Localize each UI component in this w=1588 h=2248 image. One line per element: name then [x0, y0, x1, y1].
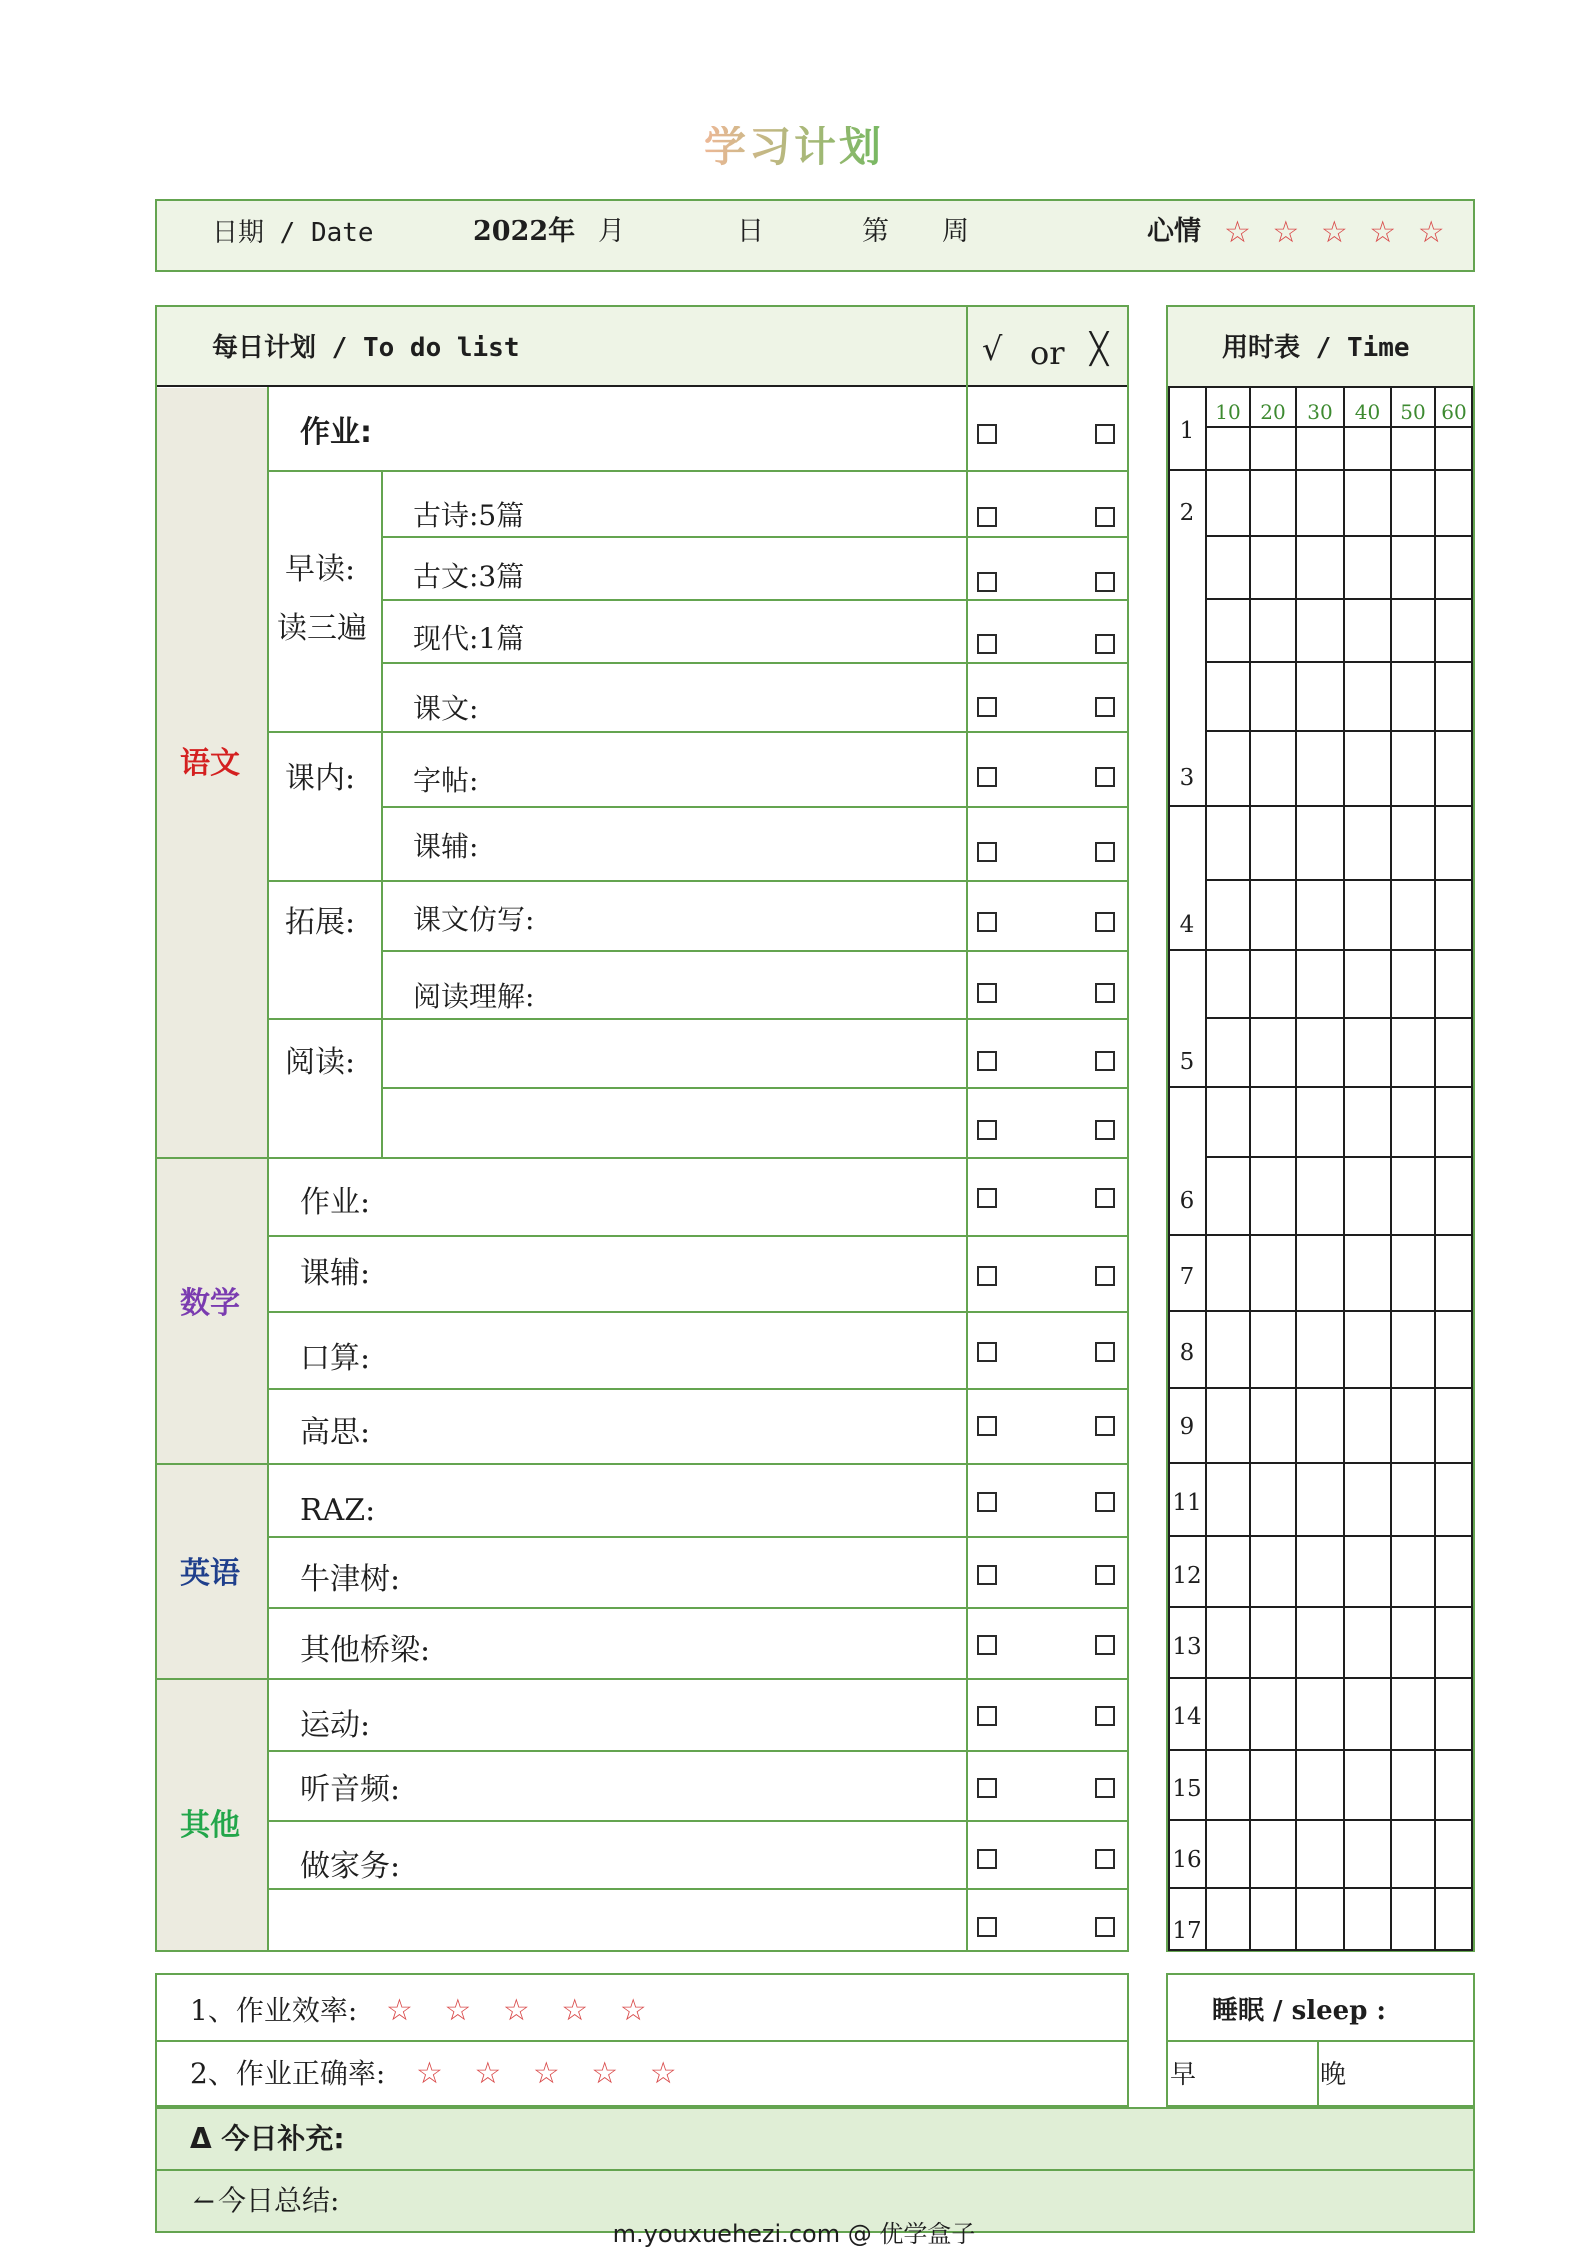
english-item[interactable]: 牛津树:: [300, 1562, 401, 1597]
hour-label: 8: [1179, 1340, 1195, 1366]
hour-label: 15: [1172, 1776, 1202, 1802]
hour-label: 6: [1179, 1188, 1195, 1214]
math-item[interactable]: 课辅:: [300, 1256, 371, 1291]
cross-mark-icon: ╳: [1090, 332, 1109, 367]
other-item[interactable]: 听音频:: [300, 1772, 401, 1807]
morning-item[interactable]: 古文:3篇: [413, 560, 525, 593]
morning-item[interactable]: 古诗:5篇: [413, 499, 525, 532]
hour-label: 9: [1179, 1414, 1195, 1440]
mood-stars[interactable]: ☆ ☆ ☆ ☆ ☆: [1224, 215, 1451, 250]
accuracy-stars[interactable]: ☆ ☆ ☆ ☆ ☆: [416, 2056, 688, 2091]
hour-label: 11: [1172, 1490, 1202, 1516]
morning-read-label: 早读:: [285, 552, 356, 587]
hour-label: 7: [1179, 1264, 1195, 1290]
morning-item[interactable]: 课文:: [413, 692, 479, 725]
subject-other: 其他: [180, 1808, 240, 1843]
day-label[interactable]: 日: [737, 216, 764, 247]
sleep-heading: 睡眠 / sleep :: [1212, 1996, 1387, 2026]
minute-tick-label: 50: [1400, 400, 1426, 424]
morning-item[interactable]: 现代:1篇: [413, 622, 525, 655]
extension-item[interactable]: 课文仿写:: [413, 903, 535, 936]
hour-label: 16: [1172, 1847, 1202, 1873]
summary-label[interactable]: 今日总结:: [218, 2184, 340, 2217]
hour-label: 1: [1179, 418, 1195, 444]
english-item[interactable]: RAZ:: [300, 1493, 376, 1528]
minute-tick-label: 60: [1441, 400, 1467, 424]
minute-tick-label: 20: [1260, 400, 1286, 424]
hour-label: 12: [1172, 1563, 1202, 1589]
mood-label: 心情: [1147, 216, 1201, 247]
in-class-item[interactable]: 课辅:: [413, 830, 479, 863]
supplement-label[interactable]: Δ 今日补充:: [190, 2122, 345, 2155]
in-class-label: 课内:: [285, 761, 356, 796]
footer-watermark: m.youxuehezi.com @ 优学盒子: [612, 2220, 976, 2248]
in-class-item[interactable]: 字帖:: [413, 764, 479, 797]
other-item[interactable]: 做家务:: [300, 1849, 401, 1884]
sleep-morning[interactable]: 早: [1170, 2060, 1197, 2090]
hour-label: 5: [1179, 1049, 1195, 1075]
hour-label: 13: [1172, 1634, 1202, 1660]
check-mark-icon: √: [982, 330, 1003, 368]
extension-item[interactable]: 阅读理解:: [413, 980, 535, 1013]
subject-math: 数学: [180, 1286, 240, 1321]
read-three-label: 读三遍: [277, 611, 367, 646]
time-heading: 用时表 / Time: [1222, 333, 1410, 363]
reading-label: 阅读:: [285, 1045, 356, 1080]
math-item[interactable]: 高思:: [300, 1415, 371, 1450]
chinese-homework[interactable]: 作业:: [300, 415, 372, 450]
math-item[interactable]: 作业:: [300, 1185, 371, 1220]
subject-chinese: 语文: [180, 746, 240, 781]
hour-label: 14: [1172, 1704, 1202, 1730]
minute-tick-label: 10: [1215, 400, 1241, 424]
week-suffix[interactable]: 周: [942, 216, 969, 247]
minute-tick-label: 40: [1354, 400, 1381, 424]
year-value[interactable]: 2022年: [473, 216, 576, 247]
date-label: 日期 / Date: [212, 218, 374, 248]
efficiency-stars[interactable]: ☆ ☆ ☆ ☆ ☆: [386, 1993, 658, 2028]
summary-icon: ↼: [193, 2187, 215, 2217]
hour-label: 2: [1179, 500, 1195, 526]
math-item[interactable]: 口算:: [300, 1341, 371, 1376]
hour-label: 3: [1179, 765, 1195, 791]
other-item[interactable]: 运动:: [300, 1708, 371, 1743]
english-item[interactable]: 其他桥梁:: [300, 1633, 431, 1668]
efficiency-label: 1、作业效率:: [190, 1994, 358, 2027]
sleep-evening[interactable]: 晚: [1320, 2060, 1347, 2090]
accuracy-label: 2、作业正确率:: [190, 2057, 386, 2090]
hour-label: 17: [1172, 1918, 1202, 1944]
week-prefix: 第: [862, 216, 889, 247]
minute-tick-label: 30: [1307, 400, 1333, 424]
subject-english: 英语: [180, 1556, 240, 1591]
todo-heading: 每日计划 / To do list: [212, 333, 520, 363]
month-label[interactable]: 月: [598, 216, 625, 247]
page-title: 学习计划: [0, 126, 1588, 168]
hour-label: 4: [1179, 912, 1195, 938]
or-label: or: [1030, 334, 1065, 372]
extension-label: 拓展:: [285, 905, 356, 940]
